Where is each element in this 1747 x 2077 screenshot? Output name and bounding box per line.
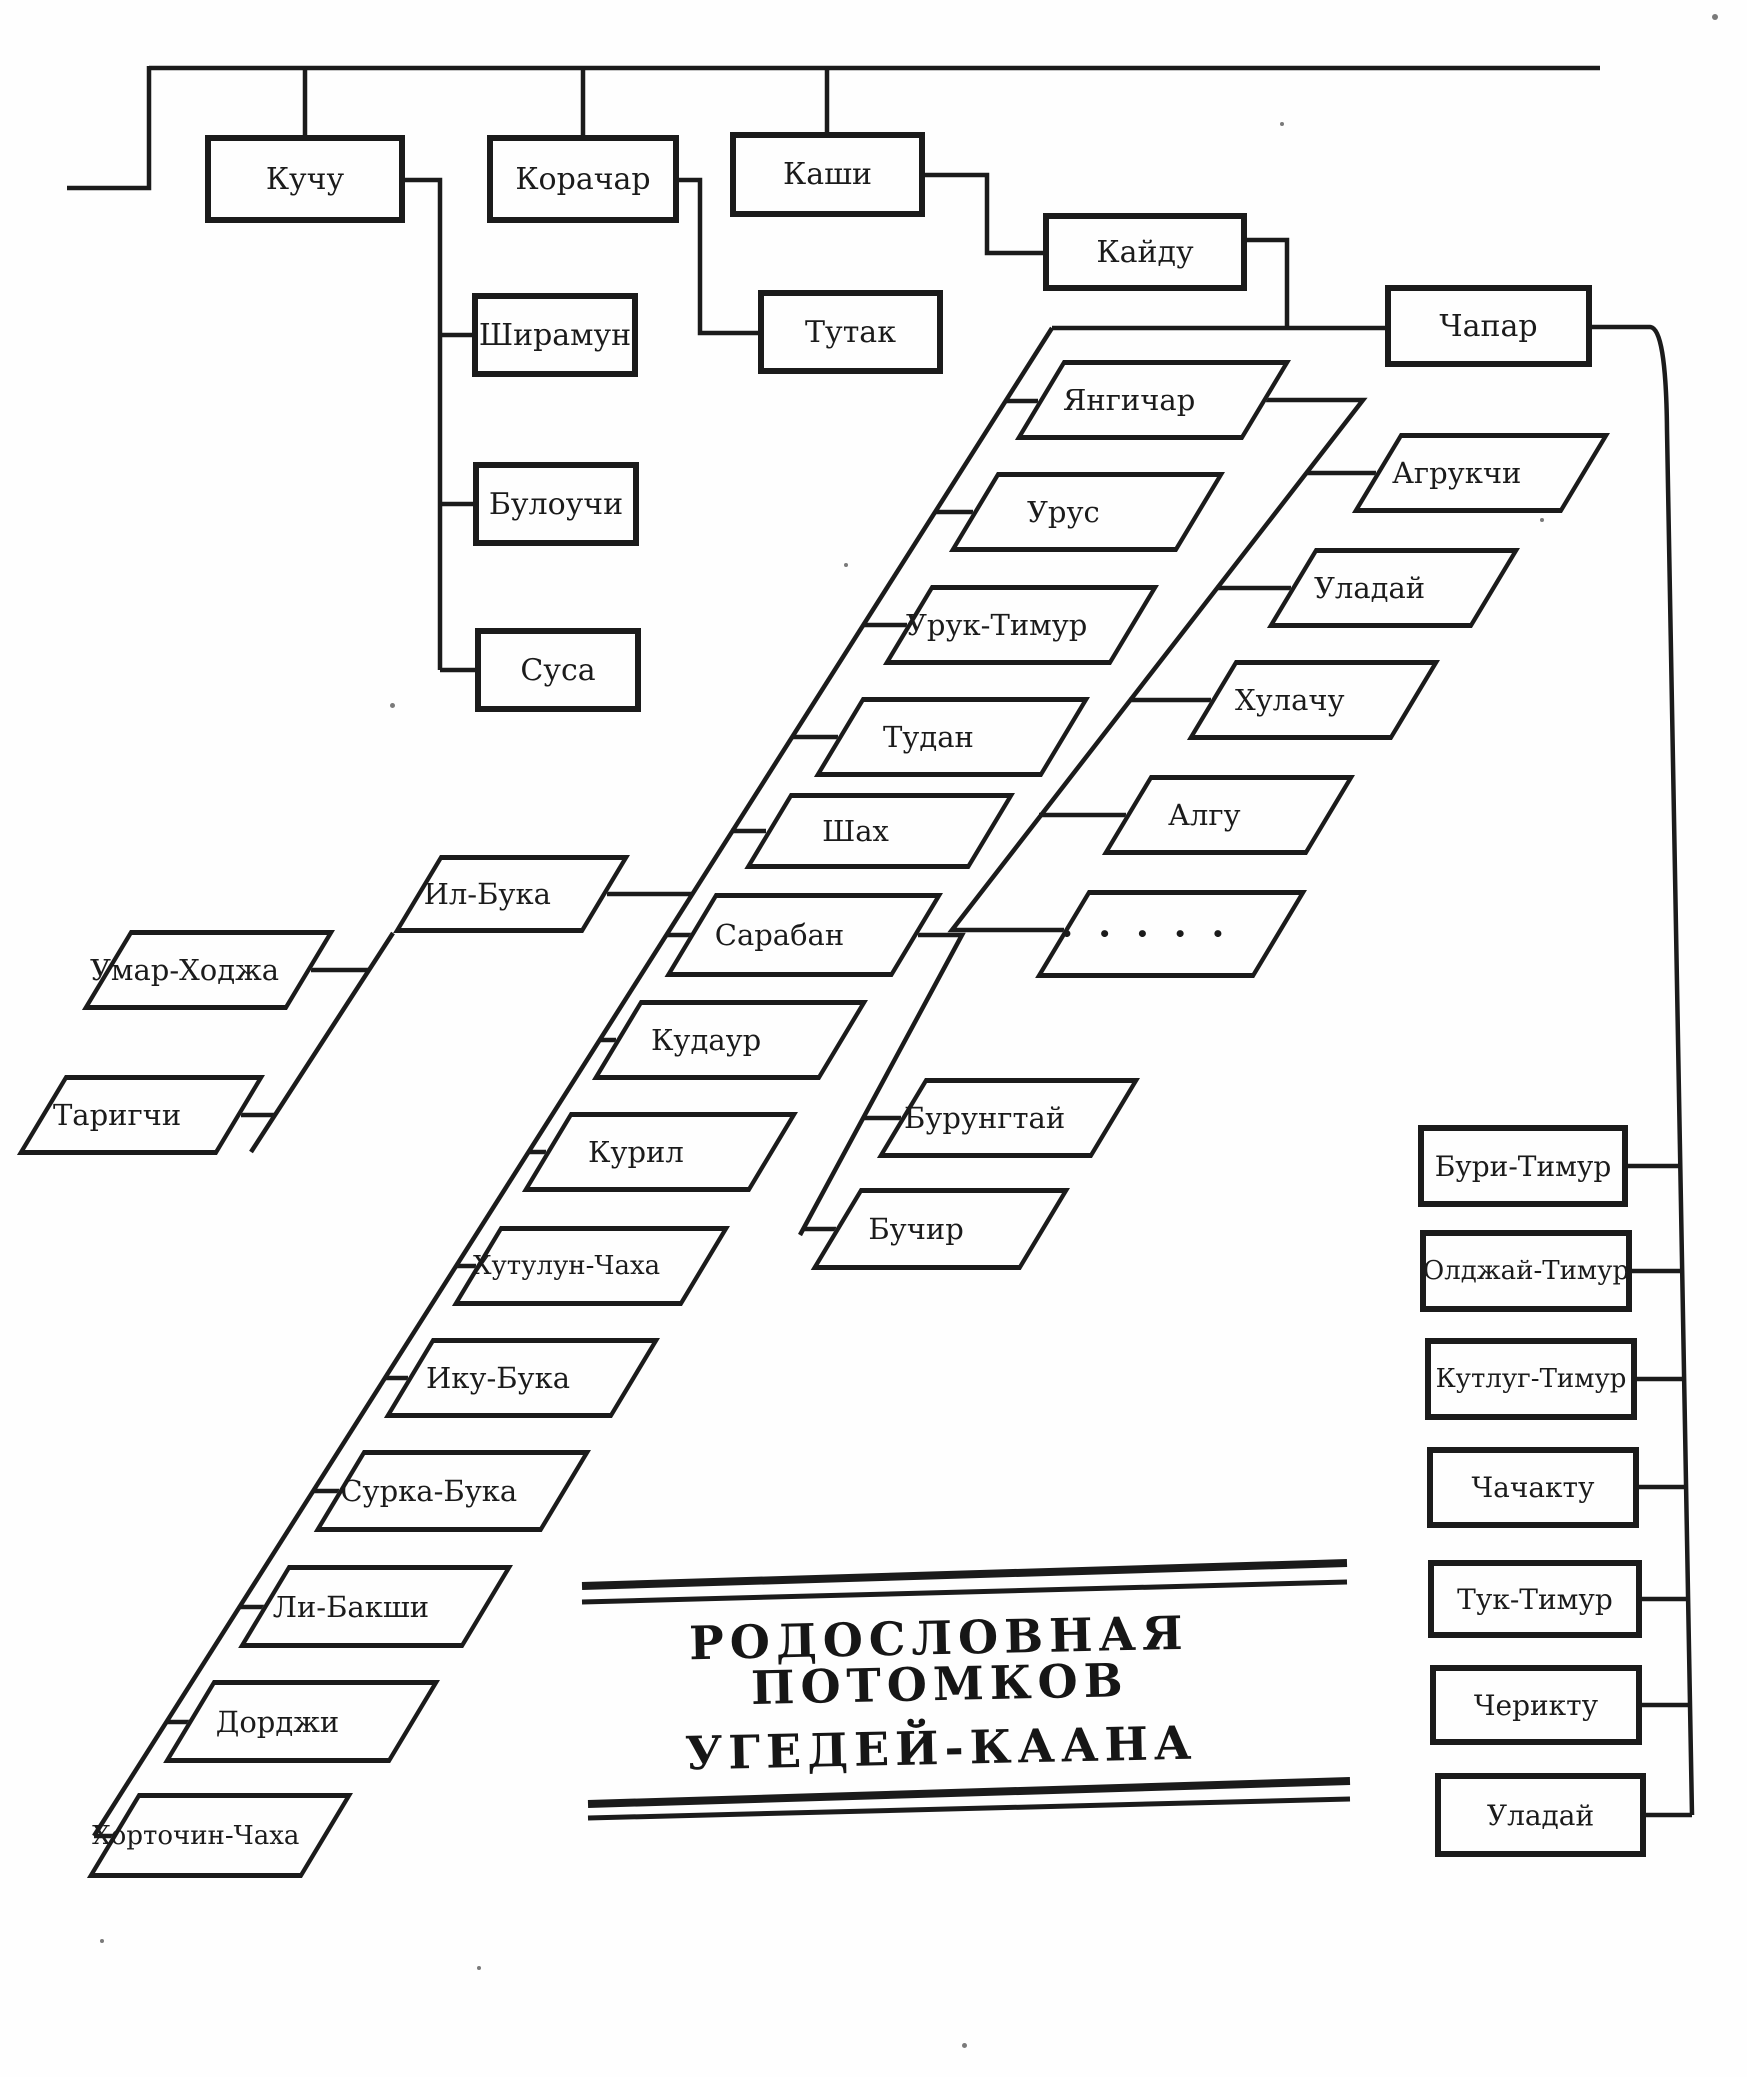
root-left-hook [67,66,149,188]
title-line-2: УГЕДЕЙ-КААНА [684,1715,1198,1781]
node-shiramun: Ширамун [472,293,638,377]
node-chapar: Чапар [1385,285,1592,367]
node-khortochin-chakha: Хорточин-Чаха [87,1793,353,1878]
node-oldzhay-timur: Олджай-Тимур [1420,1230,1632,1312]
scan-speck [477,1966,481,1970]
node-umar-khodzha: Умар-Ходжа [82,930,335,1010]
node-iku-buka: Ику-Бука [384,1338,660,1418]
node-urus: Урус [949,472,1225,552]
node-tutak: Тутак [758,290,943,374]
kashi-kaidu-link [925,175,1043,253]
node-algu: Алгу [1102,775,1355,855]
scan-speck [1712,14,1718,20]
node-tarigchi: Таригчи [17,1075,265,1155]
node-kashi: Каши [730,132,925,217]
node-shah: Шах [744,793,1015,869]
diagram-title [518,1606,1361,1780]
node-ellipsis: • • • • • [1035,890,1307,978]
node-li-bakshi: Ли-Бакши [238,1565,513,1648]
node-susa: Суса [475,628,641,712]
node-dordzhi: Дорджи [163,1680,440,1763]
node-buri-timur: Бури-Тимур [1418,1125,1628,1207]
node-kutlug-timur: Кутлуг-Тимур [1425,1338,1637,1420]
scan-speck [390,703,395,708]
node-korachar: Корачар [487,135,679,223]
node-uruk-timur: Урук-Тимур [883,585,1159,665]
node-chachaktu: Чачакту [1427,1447,1639,1528]
node-kuril: Курил [522,1112,798,1192]
node-uladay: Уладай [1267,548,1520,628]
node-kaidu: Кайду [1043,213,1247,291]
node-surka-buka: Сурка-Бука [314,1450,591,1532]
node-uladay-2: Уладай [1435,1773,1646,1857]
node-khulachu: Хулачу [1187,660,1440,740]
node-bulouchi: Булоучи [473,462,639,546]
scan-speck [962,2043,967,2048]
node-yangichar: Янгичар [1015,360,1291,440]
node-tudan: Тудан [814,697,1090,777]
title-line-1: РОДОСЛОВНАЯ ПОТОМКОВ [688,1605,1190,1715]
node-tuk-timur: Тук-Тимур [1428,1560,1642,1638]
kuchu-children-spine [405,180,440,670]
scan-speck [100,1939,104,1943]
node-kuchu: Кучу [205,135,405,223]
scan-speck [1280,122,1284,126]
scan-speck [1540,518,1544,522]
node-il-buka: Ил-Бука [393,855,630,933]
node-buchir: Бучир [811,1188,1070,1270]
node-agrukchi: Агрукчи [1352,433,1610,513]
node-khutulun-chakha: Хутулун-Чаха [452,1226,730,1306]
kaidu-children-link [1247,240,1287,328]
scan-speck [844,563,848,567]
node-burungtay: Бурунгтай [877,1078,1140,1158]
node-kudaur: Кудаур [592,1000,868,1080]
node-saraban: Сарабан [665,893,943,977]
node-cheriktu: Черикту [1430,1665,1642,1745]
